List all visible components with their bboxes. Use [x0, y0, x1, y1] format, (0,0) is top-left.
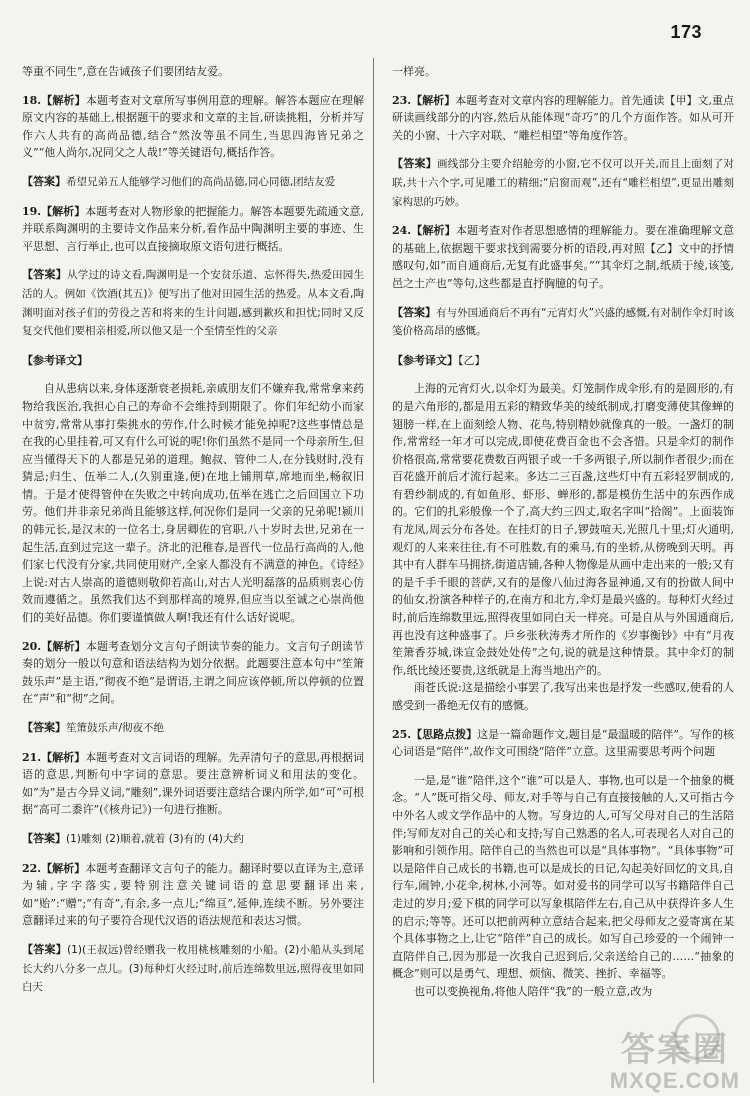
- paragraph-text: 这是一篇命题作文,题目是“最温暖的陪伴”。写作的核心词语是“陪伴”,故作文可围绕“陪伴”立意。这里需要思考两个问题: [392, 727, 734, 759]
- left-column: [22, 52, 364, 1092]
- paragraph-text: 等重不同生”,意在告诫孩子们要团结友爱。: [22, 65, 230, 78]
- section-tag: 【参考译文】: [22, 353, 88, 367]
- paragraph-text: 本题考查对文言词语的理解。先弄清句子的意思,再根据词语的意思,判断句中字词的意思。要注意辨析词义和用法的变化。如“为”是古今异义词,“雕刻”,课外词语要注意结合课内所学,如“可”可根据“高可二黍许”(《核舟记》)一句进行推断。: [22, 750, 364, 817]
- answer-paragraph: [22, 941, 364, 997]
- question-number: 25.: [392, 727, 412, 741]
- answer-paragraph: [22, 352, 364, 370]
- paragraph-text: 雨苍氏说:这是描绘小事罢了,我写出来也是抒发一些感叹,使看的人感受到一番绝无仅有的感慨。: [392, 681, 734, 712]
- answer-paragraph: [392, 304, 734, 341]
- paragraph-text: 本题考查划分文言句子朗读节奏的能力。文言句子朗读节奏的划分一般以句意和语法结构为划分依据。此题要注意本句中“笙箫鼓乐声”是主语,“彻夜不绝”是谓语,主谓之间应该停顿,所以停顿的位置在“声”和“彻”之间。: [22, 639, 364, 706]
- paragraph-text: 有与外国通商后不再有“元宵灯火”兴盛的感慨,有对制作伞灯时该笺价格高昂的感慨。: [392, 306, 734, 338]
- answer-paragraph: [392, 679, 734, 714]
- column-divider: [373, 58, 374, 1083]
- section-tag: 【解析】: [41, 750, 86, 764]
- answer-paragraph: [22, 92, 364, 162]
- section-tag: 【答案】: [22, 942, 68, 956]
- section-tag: 【解析】: [411, 93, 456, 107]
- paragraph-text: (1)(王叔远)曾经赠我一枚用桃核雕刻的小船。(2)小船从头到尾长大约八分多一点儿。(3)每种灯火经过时,前后连绵数里远,照得夜里如同白天: [22, 943, 364, 994]
- paragraph-text: 也可以变换视角,将他人陪伴“我”的一般立意,改为: [414, 984, 653, 998]
- answer-paragraph: [392, 92, 734, 145]
- watermark-url: MXQE.COM: [609, 1067, 740, 1093]
- answer-paragraph: [22, 380, 364, 626]
- paragraph-text: 画线部分主要介绍舱旁的小窗,它不仅可以开关,而且上面刻了对联,共十六个字,可见雕工的精细;“启窗而观”,还有“雕栏相望”,更显出雕刻家构思的巧妙。: [392, 158, 734, 208]
- paragraph-text: 一是,是“谁”陪伴,这个“谁”可以是人、事物,也可以是一个抽象的概念。“人”既可指父母、师友,对手等与自己有直接接触的人,又可指古今中外名人或文学作品中的人物。写身边的人,可写父母对自己的生活陪伴;写师友对自己的关心和支持;写自己熟悉的名人,可表现名人对自己的影响和引领作用。陪伴自己的当然也可以是“具体事物”。“具体事物”可以是陪伴自己成长的书籍,也可以是成长的日记,勾起美好回忆的文具,自行车,闹钟,小花伞,树林,小河等。如对爱书的同学可以写书籍陪伴自己走过的岁月;爱下棋的同学可以写象棋陪伴左右,自己从中获得许多人生的启示;等等。还可以把前两种立意结合起来,把父母师友之爱寄寓在某个具体事物之上,让它“陪伴”自己的成长。如写自己珍爱的一个闹钟一直陪伴自己,因为那是一次我自己迟到后,父亲送给自己的……“抽象的概念”则可以是勇气、理想、烦恼、微笑、挫折、幸福等。: [392, 773, 734, 981]
- answer-paragraph: [22, 63, 364, 81]
- answer-paragraph: [22, 638, 364, 708]
- section-tag: 【思路点拨】: [411, 727, 478, 741]
- answer-paragraph: [392, 352, 734, 370]
- paragraph-text: 笙箫鼓乐声/彻夜不绝: [66, 722, 165, 734]
- question-number: 22.: [22, 861, 42, 875]
- section-tag: 【参考译文】: [392, 353, 458, 367]
- watermark: [610, 1033, 740, 1092]
- paragraph-text: 自从患病以来,身体逐渐衰老损耗,亲戚朋友们不嫌弃我,常常拿来药物给我医治,我担心自己的寿命不会维持到期限了。你们年纪幼小而家中贫穷,常常从事打柴挑水的劳作,什么时候才能免掉呢?这些事情总是在我的心里挂着,可又有什么可说的呢!你们虽然不是同一个母亲所生,但应当懂得天下的人都是兄弟的道理。鲍叔、管仲二人,在分钱财时,没有猜忌;归生、伍举二人,(久别重逢,便)在地上铺荆草,席地而坐,畅叙旧情。于是才使得管仲在失败之中转向成功,伍举在逃亡之后回国立下功劳。他们并非亲兄弟尚且能够这样,何况你们是同一父亲的兄弟呢!颍川的韩元长,是汉末的一位名士,身居卿佐的官职,八十岁时去世,兄弟在一起生活,直到过完这一辈子。济北的汜稚春,是晋代一位品行高尚的人,他们家七代没有分家,共同使用财产,全家人都没有不满意的神色。《诗经》上说:对古人崇高的道德则敬仰若高山,对古人光明磊落的品质则衷心仿效而遵循之。虽然我们达不到那样高的境界,但应当以至诚之心崇尚他们的美好品德。你们要谨慎做人啊!我还有什么话好说呢。: [22, 382, 364, 625]
- answer-paragraph: [392, 222, 734, 292]
- section-tag: 【答案】: [392, 305, 437, 319]
- question-number: 23.: [392, 93, 412, 107]
- question-number: 20.: [22, 639, 42, 653]
- answer-paragraph: [22, 203, 364, 256]
- answer-paragraph: [22, 266, 364, 340]
- answer-paragraph: [22, 830, 364, 849]
- page-number: 173: [670, 22, 702, 42]
- answer-paragraph: [392, 726, 734, 761]
- paragraph-text: 本题考查对人物形象的把握能力。解答本题要先疏通文意,并联系陶渊明的主要诗文作品来分析,看作品中陶渊明主要的事迹、生平思想、言行举止,也可以直接摘取原文语句进行概括。: [22, 204, 364, 253]
- section-tag: 【解析】: [41, 861, 86, 875]
- question-number: 19.: [22, 204, 42, 218]
- answer-paragraph: [392, 983, 734, 1001]
- answer-paragraph: [392, 63, 734, 81]
- section-tag: 【解析】: [41, 639, 86, 653]
- paragraph-text: 【乙】: [458, 353, 486, 367]
- section-tag: 【解析】: [411, 224, 456, 238]
- paragraph-text: 本题考查对文章所写事例用意的理解。解答本题应在理解原文内容的基础上,根据题干的要求和文章的主旨,研读挑粗，分析并写作六人共有的高尚品德,结合“然汝等虽不同生,当思四海皆兄弟之义”“他人尚尔,况同父之人哉!”等关键语句,概括作答。: [22, 93, 364, 160]
- section-tag: 【答案】: [22, 721, 66, 734]
- answer-paragraph: [22, 173, 364, 192]
- answer-paragraph: [22, 719, 364, 738]
- question-number: 21.: [22, 750, 42, 764]
- paragraph-text: 从学过的诗文看,陶渊明是一个安贫乐道、忘怀得失,热爱田园生活的人。例如《饮酒(其五)》便写出了他对田园生活的热爱。从本文看,陶渊明面对孩子们的劳役之苦和将来的生计问题,感到歉疚和担忧;同时又反复交代他们要相亲相爱,所以他又是一个至情至性的父亲: [22, 269, 364, 338]
- answer-paragraph: [392, 155, 734, 211]
- paragraph-text: 一样亮。: [392, 65, 436, 78]
- answer-paragraph: [22, 860, 364, 930]
- answer-paragraph: [392, 380, 734, 679]
- section-tag: 【答案】: [22, 174, 66, 188]
- watermark-logo-text: 答案圈: [620, 1031, 729, 1070]
- section-tag: 【解析】: [41, 204, 86, 218]
- paragraph-text: 本题考查对文章内容的理解能力。首先通读【甲】文,重点研读画线部分的内容,然后从能体现“奇巧”的几个方面作答。如从可开关的小窗、十六字对联、“雕栏相望”等角度作答。: [392, 93, 734, 142]
- paragraph-text: 本题考查翻译文言句子的能力。翻译时要以直译为主,意译为辅,字字落实,要特别注意关键词语的意思要翻译出来,如“贻”:“赠”;“有奇”,有余,多一点儿;“绵亘”,延伸,连续不断。另外要注意翻译过来的句子要符合现代汉语的语法规范和表达习惯。: [22, 861, 364, 928]
- right-column: [392, 52, 734, 1092]
- paragraph-text: 上海的元宵灯火,以伞灯为最美。灯笼制作成伞形,有的是圆形的,有的是六角形的,都是用五彩的精致华美的绫纸制成,打磨变薄使其像蝉的翅膀一样,在上面刻绘人物、花鸟,特别精妙就像真的一般。一盏灯的制作,常常经一年才可以完成,即使花费百金也不会吝惜。只是伞灯的制作价格很高,常常要花费数百两银子或一千多两银子,所以制作者很少;而在百花盛开前后才流行起来。多达二三百盏,这些灯中有五彩轻罗制成的,有碧纱制成的,有如鱼形、虾形、蝉形的,都是模仿生活中的东西作成的。它们的扎彩般像一个了,高大约三四丈,取名字叫“拾阁”。上面装饰有龙凤,周云分布各处。在挂灯的日子,锣鼓喧天,光照几十里;灯火通明,观灯的人来来往往,有不可胜数,有的乘马,有的坐轿,从傍晚到天明。再其中有人群车马拥挤,街道店铺,各种人物像是从画中走出来的一般;又有的是千手千眼的菩萨,又有的是像八仙过海各显神通,又有的扮做人间中的仙女,扮演各种样子的,在南方和北方,伞灯是最兴盛的。每种灯火经过时,前后连绵数里远,照得夜里如同白天一样亮。可是自从与外国通商后,再也没有这种盛事了。戶乡张秋涛秀才所作的《岁事衡钞》中有“月夜笙箫香芬城,诛宣金鼓处处传”之句,说的就是这种情景。其中伞灯的制作,纸比绫还要贵,这纸就是上海当地出产的。: [392, 382, 734, 677]
- question-number: 18.: [22, 93, 42, 107]
- paragraph-text: 本题考查对作者思想感情的理解能力。要在准确理解文意的基础上,依据题干要求找到需要分析的语段,再对照【乙】文中的抒情感叹句,如“而自通商后,无复有此盛事矣。”“其伞灯之制,纸质于绫,该笺,邑之土产也”等句,这些都是直抒胸臆的句子。: [392, 224, 734, 290]
- section-tag: 【答案】: [22, 831, 66, 845]
- section-tag: 【解析】: [41, 93, 86, 107]
- section-tag: 【答案】: [392, 157, 437, 171]
- section-tag: 【答案】: [22, 268, 67, 282]
- paragraph-text: (1)雕刻 (2)顺着,就着 (3)有的 (4)大约: [66, 832, 244, 845]
- question-number: 24.: [392, 224, 412, 238]
- paragraph-text: 希望兄弟五人能够学习他们的高尚品德,同心同德,团结友爱: [66, 175, 336, 188]
- answer-paragraph: [392, 772, 734, 983]
- answer-paragraph: [22, 749, 364, 819]
